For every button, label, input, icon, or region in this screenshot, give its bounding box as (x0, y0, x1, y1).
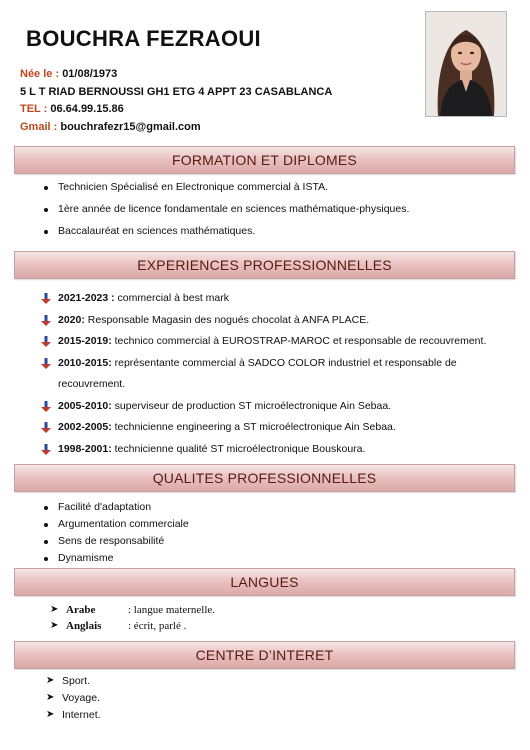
list-item (40, 353, 498, 396)
interest-label: Voyage. (62, 692, 100, 704)
birth-date-line (20, 68, 117, 80)
experience-period: 2015-2019: (58, 335, 112, 347)
list-item: Dynamisme (42, 552, 189, 569)
language-name: Anglais (66, 620, 102, 632)
list-item (46, 675, 101, 692)
list-item: Argumentation commerciale (42, 518, 189, 535)
experience-text: commercial à best mark (114, 292, 230, 304)
list-item (40, 396, 498, 418)
list-item: Baccalauréat en sciences mathématiques. (42, 225, 409, 247)
section-title-langues: LANGUES (14, 568, 515, 596)
list-item (40, 288, 498, 310)
down-arrow-icon (40, 444, 52, 456)
email-line (20, 121, 201, 133)
list-item (50, 620, 215, 636)
list-item (40, 310, 498, 332)
profile-photo (425, 11, 507, 117)
candidate-name: BOUCHRA FEZRAOUI (26, 26, 261, 51)
section-title-formation: FORMATION ET DIPLOMES (14, 146, 515, 174)
list-item (40, 439, 498, 461)
experience-text: technicienne qualité ST microélectronique Bouskoura. (111, 442, 366, 455)
list-item (50, 604, 215, 620)
list-item (40, 417, 498, 439)
chevron-right-icon: ➤ (50, 620, 59, 631)
language-level: : langue maternelle. (128, 604, 216, 616)
list-item (46, 692, 101, 709)
down-arrow-icon (40, 422, 52, 434)
formation-list (42, 181, 409, 247)
down-arrow-icon (40, 401, 52, 413)
section-title-centre-interet: CENTRE D’INTERET (14, 641, 515, 669)
experience-period: 2020: (58, 313, 85, 326)
chevron-right-icon: ➤ (46, 692, 55, 703)
experience-text: superviseur de production ST microélectronique Ain Sebaa. (111, 399, 392, 412)
chevron-right-icon: ➤ (50, 604, 59, 615)
experience-period: 1998-2001: (58, 442, 112, 455)
language-name: Arabe (66, 604, 96, 616)
down-arrow-icon (40, 293, 52, 305)
experience-list (40, 288, 498, 460)
interest-label: Sport. (62, 675, 91, 687)
down-arrow-icon (40, 336, 52, 348)
email-label: Gmail : (20, 121, 61, 133)
list-item (46, 709, 101, 726)
experience-period: 2002-2005: (58, 421, 112, 433)
experience-text: représentante commercial à SADCO COLOR industriel et responsable de recouvrement. (58, 356, 457, 390)
section-title-qualites: QUALITES PROFESSIONNELLES (14, 464, 515, 492)
phone-label: TEL : (20, 103, 51, 115)
list-item: Sens de responsabilité (42, 535, 189, 552)
chevron-right-icon: ➤ (46, 709, 55, 720)
experience-text: technicienne engineering a ST microélectronique Ain Sebaa. (111, 421, 396, 433)
birth-date-label: Née le : (20, 68, 63, 80)
langues-list (50, 604, 215, 636)
address-line: 5 L T RIAD BERNOUSSI GH1 ETG 4 APPT 23 CASABLANCA (20, 86, 333, 98)
experience-period: 2005-2010: (58, 399, 112, 412)
interest-label: Internet. (62, 709, 101, 721)
down-arrow-icon (40, 315, 52, 327)
list-item (40, 331, 498, 353)
portrait-image (426, 12, 506, 116)
down-arrow-icon (40, 358, 52, 370)
language-level: : écrit, parlé . (128, 620, 187, 632)
email-value: bouchrafezr15@gmail.com (60, 121, 201, 133)
phone-line (20, 103, 124, 115)
list-item: Technicien Spécialisé en Electronique commercial à ISTA. (42, 181, 409, 203)
qualites-list (42, 501, 189, 569)
list-item: 1ère année de licence fondamentale en sciences mathématique-physiques. (42, 203, 409, 225)
birth-date-value: 01/08/1973 (62, 68, 118, 80)
experience-text: Responsable Magasin des nogués chocolat à ANFA PLACE. (84, 313, 370, 326)
section-title-experiences: EXPERIENCES PROFESSIONNELLES (14, 251, 515, 279)
chevron-right-icon: ➤ (46, 675, 55, 686)
phone-value: 06.64.99.15.86 (50, 103, 124, 115)
experience-period: 2021-2023 : (58, 292, 115, 304)
centre-interet-list (46, 675, 101, 726)
experience-text: technico commercial à EUROSTRAP-MAROC et responsable de recouvrement. (111, 335, 487, 347)
list-item: Facilité d'adaptation (42, 501, 189, 518)
experience-period: 2010-2015: (58, 356, 112, 369)
